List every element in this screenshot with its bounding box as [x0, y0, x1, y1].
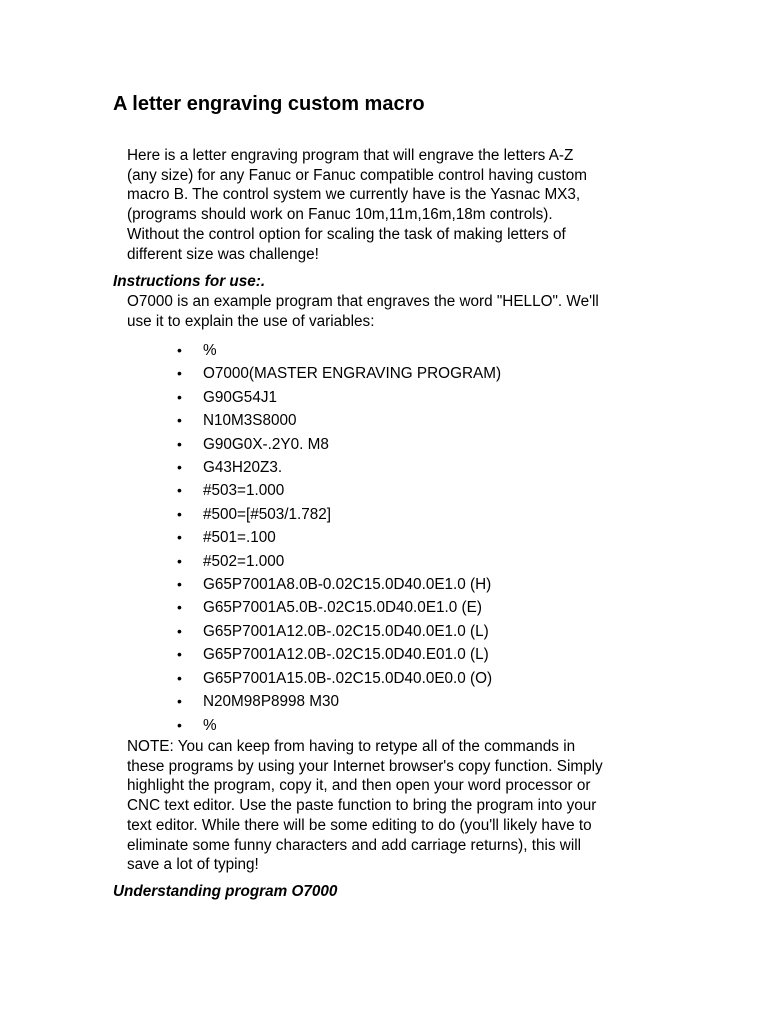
bullet-icon: •	[177, 716, 182, 733]
list-item	[177, 526, 501, 549]
bullet-icon: •	[177, 529, 182, 546]
list-item	[177, 433, 501, 456]
instructions-heading: Instructions for use:.	[113, 273, 266, 290]
usage-line: O7000 is an example program that engraves the word "HELLO". We'll	[127, 293, 599, 310]
document-title: A letter engraving custom macro	[113, 93, 425, 115]
understanding-heading: Understanding program O7000	[113, 883, 338, 900]
list-item	[177, 690, 501, 713]
bullet-icon: •	[177, 599, 182, 616]
note-paragraph	[127, 737, 603, 875]
program-line: #503=1.000	[203, 482, 285, 500]
bullet-icon: •	[177, 435, 182, 452]
bullet-icon: •	[177, 412, 182, 429]
program-line: G90G54J1	[203, 388, 277, 406]
bullet-icon: •	[177, 388, 182, 405]
list-item	[177, 596, 501, 619]
bullet-icon: •	[177, 622, 182, 639]
bullet-icon: •	[177, 552, 182, 569]
program-line: G65P7001A12.0B-.02C15.0D40.0E1.0 (L)	[203, 622, 489, 640]
intro-line: Here is a letter engraving program that will engrave the letters A-Z	[127, 147, 574, 164]
bullet-icon: •	[177, 576, 182, 593]
note-line: text editor. While there will be some editing to do (you'll likely have to	[127, 816, 592, 834]
program-line: N20M98P8998 M30	[203, 693, 340, 711]
list-item	[177, 386, 501, 409]
usage-paragraph	[127, 292, 599, 331]
note-line: NOTE: You can keep from having to retype all of the commands in	[127, 738, 576, 755]
bullet-icon: •	[177, 669, 182, 686]
intro-line: different size was challenge!	[127, 245, 319, 263]
list-item	[177, 620, 501, 643]
bullet-icon: •	[177, 365, 182, 382]
program-line: #500=[#503/1.782]	[203, 505, 332, 523]
program-line: G43H20Z3.	[203, 459, 283, 477]
intro-paragraph	[127, 146, 587, 264]
bullet-icon: •	[177, 482, 182, 499]
intro-line: (any size) for any Fanuc or Fanuc compatible control having custom	[127, 166, 587, 184]
bullet-icon: •	[177, 693, 182, 710]
program-line: G90G0X-.2Y0. M8	[203, 435, 329, 453]
list-item	[177, 362, 501, 385]
note-line: save a lot of typing!	[127, 856, 259, 874]
note-line: these programs by using your Internet browser's copy function. Simply	[127, 757, 603, 775]
list-item	[177, 573, 501, 596]
program-line: #502=1.000	[203, 552, 285, 570]
list-item	[177, 456, 501, 479]
list-item	[177, 667, 501, 690]
list-item	[177, 503, 501, 526]
program-line: G65P7001A8.0B-0.02C15.0D40.0E1.0 (H)	[203, 576, 492, 594]
program-line: O7000(MASTER ENGRAVING PROGRAM)	[203, 365, 502, 383]
bullet-icon: •	[177, 459, 182, 476]
program-line: #501=.100	[203, 529, 276, 547]
note-line: CNC text editor. Use the paste function to bring the program into your	[127, 797, 597, 815]
program-line: G65P7001A15.0B-.02C15.0D40.0E0.0 (O)	[203, 669, 493, 687]
usage-line: use it to explain the use of variables:	[127, 312, 375, 330]
list-item	[177, 409, 501, 432]
program-line: G65P7001A5.0B-.02C15.0D40.0E1.0 (E)	[203, 599, 482, 617]
program-line: N10M3S8000	[203, 412, 297, 430]
bullet-icon: •	[177, 646, 182, 663]
note-line: eliminate some funny characters and add carriage returns), this will	[127, 836, 582, 854]
program-line: %	[203, 342, 217, 359]
list-item	[177, 339, 501, 362]
note-line: highlight the program, copy it, and then open your word processor or	[127, 777, 591, 795]
list-item	[177, 550, 501, 573]
program-listing	[177, 339, 501, 737]
program-line: %	[203, 716, 217, 734]
intro-line: macro B. The control system we currently have is the Yasnac MX3,	[127, 186, 581, 204]
list-item	[177, 714, 501, 737]
bullet-icon: •	[177, 342, 182, 358]
bullet-icon: •	[177, 505, 182, 522]
list-item	[177, 643, 501, 666]
intro-line: (programs should work on Fanuc 10m,11m,16m,18m controls).	[127, 206, 553, 224]
intro-line: Without the control option for scaling the task of making letters of	[127, 225, 566, 243]
program-line: G65P7001A12.0B-.02C15.0D40.E01.0 (L)	[203, 646, 489, 664]
list-item	[177, 479, 501, 502]
